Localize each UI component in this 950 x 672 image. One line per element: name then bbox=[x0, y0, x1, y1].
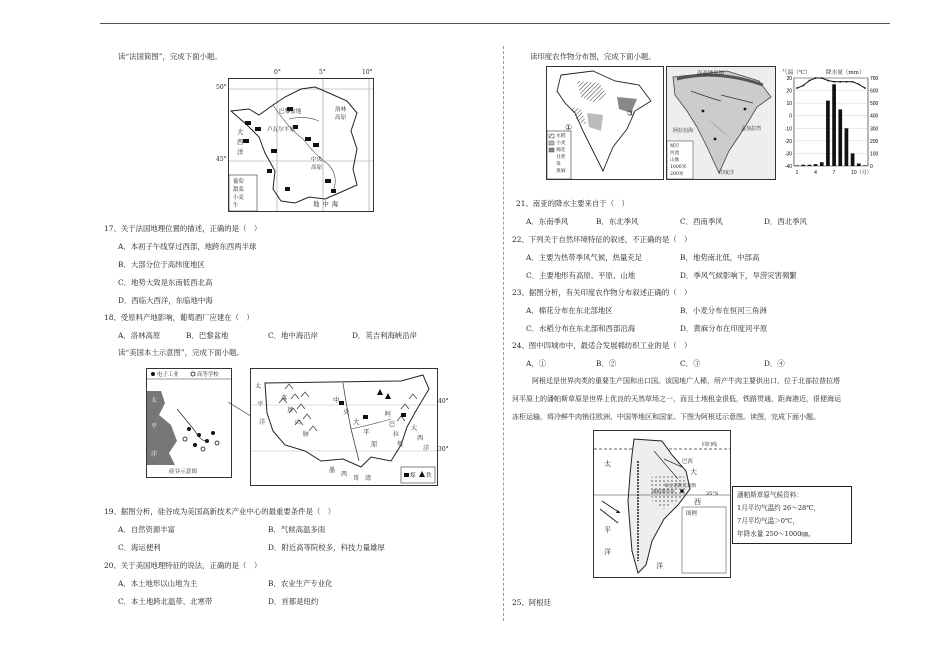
us-label-appalachian-2: 巴 bbox=[389, 421, 396, 428]
q21-option-a[interactable]: A．东南季风 bbox=[526, 217, 569, 226]
chart-temp-point bbox=[796, 87, 798, 89]
chart-temp-point bbox=[809, 80, 811, 82]
q21-stem: 21、南亚的降水主要来自于（ ） bbox=[516, 199, 629, 208]
q24-option-d[interactable]: D．④ bbox=[764, 359, 785, 368]
q20-stem: 20、关于美国地理特征的说法，正确的是（ ） bbox=[104, 561, 262, 570]
terrain-drawing bbox=[667, 67, 775, 179]
q20-option-d[interactable]: D．首都是纽约 bbox=[268, 597, 319, 606]
terrain-legend-1000m: 1000米 bbox=[670, 165, 687, 170]
arg-label-brazil: 巴西 bbox=[682, 459, 693, 465]
q24-option-b[interactable]: B．② bbox=[596, 359, 617, 368]
label-loire: 卢瓦尔平原 bbox=[267, 127, 295, 133]
header-rule bbox=[100, 23, 890, 24]
label-indian-ocean: 印度洋 bbox=[719, 170, 735, 176]
us-label-gulf-3: 哥 bbox=[353, 475, 360, 482]
q18-option-a[interactable]: A．洛林高原 bbox=[118, 331, 161, 340]
arg-label-atlantic-3: 洋 bbox=[656, 562, 663, 570]
arg-label-atlantic-1: 大 bbox=[690, 468, 697, 476]
inset-caption: 硅谷示意图 bbox=[169, 469, 197, 475]
chart-rain-bar bbox=[801, 165, 805, 166]
chart-ylabel-right: 降水量（mm） bbox=[826, 70, 865, 76]
inset-legend-electronics: 电子工业 bbox=[157, 372, 179, 378]
us-label-rocky-1: 落 bbox=[281, 395, 288, 402]
chart-temp-point bbox=[864, 87, 866, 89]
chart-rain-tick: 0 bbox=[870, 164, 873, 170]
q22-option-b[interactable]: B．地势南北低，中部高 bbox=[680, 253, 760, 262]
us-label-gulf-1: 墨 bbox=[329, 467, 336, 474]
arg-label-pacific-1: 太 bbox=[604, 460, 611, 468]
lon-0: 0° bbox=[274, 69, 281, 76]
passage-line-3: 冻柜运输，将冷鲜牛肉销往欧洲、中国等地区和国家。下图为阿根廷示意图。读图，完成下面小题。 bbox=[512, 413, 820, 421]
us-lat-40: 40° bbox=[438, 398, 449, 405]
q19-option-c[interactable]: C．海运便利 bbox=[118, 543, 161, 552]
chart-temp-tick: -20 bbox=[784, 138, 792, 145]
chart-rain-bar bbox=[795, 165, 799, 166]
chart-rain-bar bbox=[845, 128, 849, 166]
chart-temp-tick: -40 bbox=[784, 164, 792, 170]
terrain-title: 南亚地形图 bbox=[697, 71, 724, 77]
us-label-rocky-4: 脉 bbox=[303, 431, 310, 438]
silicon-valley-inset bbox=[146, 368, 232, 478]
column-divider bbox=[503, 46, 504, 621]
chart-rain-tick: 500 bbox=[870, 101, 879, 108]
us-label-plain-3: 大 bbox=[353, 418, 360, 426]
us-map bbox=[250, 368, 438, 486]
us-label-appalachian-3: 拉 bbox=[393, 431, 400, 438]
chart-rain-tick: 200 bbox=[870, 138, 879, 145]
inset-label-1: 太 bbox=[151, 397, 158, 404]
chart-x-tick: 4 bbox=[814, 170, 817, 176]
us-label-appalachian-1: 阿 bbox=[385, 411, 392, 418]
us-label-appalachian-4: 契 bbox=[397, 441, 404, 448]
q21-option-c[interactable]: C．西南季风 bbox=[680, 217, 723, 226]
chart-rain-bar bbox=[826, 101, 830, 166]
pampas-climate-box bbox=[732, 486, 852, 544]
q24-option-a[interactable]: A．① bbox=[526, 359, 547, 368]
q23-option-a[interactable]: A．棉花分布在东北部地区 bbox=[526, 306, 613, 315]
arg-label-35s: 35°S bbox=[706, 491, 719, 497]
pampas-climate-line-1: 1月平均气温约 26～28℃， bbox=[737, 504, 821, 512]
q24-stem: 24、图中四城市中，最适合发展棉纺织工业的是（ ） bbox=[512, 341, 692, 350]
legend-wheat: 小麦 bbox=[233, 195, 244, 201]
us-map-drawing bbox=[251, 369, 437, 485]
crop-legend-jute: 黄麻 bbox=[556, 169, 566, 174]
q22-stem: 22、下列关于自然环境特征的叙述，不正确的是（ ） bbox=[512, 235, 692, 244]
india-circle-3: ③ bbox=[627, 109, 635, 118]
arg-label-pacific-3: 洋 bbox=[604, 548, 611, 556]
crop-legend-tea: 茶 bbox=[556, 162, 561, 167]
south-asia-terrain-map bbox=[666, 66, 776, 180]
q22-option-a[interactable]: A．主要为热带季风气候，热量充足 bbox=[526, 253, 643, 262]
chart-temp-point bbox=[846, 81, 848, 83]
arg-label-tropic: 回归线 bbox=[702, 442, 718, 448]
chart-ylabel-left: 气温（℃） bbox=[782, 70, 811, 76]
q20-option-b[interactable]: B．农业生产专业化 bbox=[268, 579, 333, 588]
us-label-pacific-1: 太 bbox=[255, 383, 262, 390]
q18-option-c[interactable]: C．地中海沿岸 bbox=[268, 331, 318, 340]
arg-label-pampas: 潘帕斯草原 bbox=[652, 490, 675, 495]
legend-grape: 葡萄 bbox=[233, 179, 244, 185]
q17-option-d[interactable]: D．西临大西洋，东临地中海 bbox=[118, 296, 213, 305]
passage-line-2: 河平原上的潘帕斯草原是世界上优良的天然草场之一，而且土地租金很低，铁路贯通，距海港近，很便海运 bbox=[512, 395, 841, 403]
crop-legend-sugarcane: 甘蔗 bbox=[556, 155, 566, 160]
inset-legend-universities: 高等学校 bbox=[197, 372, 219, 378]
label-central-plateau: 中央高原 bbox=[311, 157, 323, 171]
chart-temp-tick: 30 bbox=[786, 76, 792, 82]
us-label-gulf-2: 西 bbox=[341, 471, 348, 478]
q23-option-d[interactable]: D．黄麻分布在印度河平原 bbox=[680, 324, 768, 333]
chart-temp-point bbox=[821, 77, 823, 79]
chart-temp-tick: 0 bbox=[789, 113, 792, 120]
chart-rain-bar bbox=[851, 153, 855, 166]
chart-rain-bar bbox=[857, 163, 861, 166]
passage-line-1: 阿根廷是世界肉类的重要生产国和出口国。该国地广人稀，所产牛肉主要供出口，位于北部拉普拉塔 bbox=[518, 377, 840, 385]
us-label-plain-4: 平 bbox=[363, 428, 370, 436]
chart-rain-tick: 700 bbox=[870, 76, 879, 82]
q21-option-d[interactable]: D．西北季风 bbox=[764, 217, 807, 226]
lon-5: 5° bbox=[319, 69, 326, 76]
climate-chart bbox=[778, 74, 888, 180]
q18-option-d[interactable]: D．英吉利海峡沿岸 bbox=[352, 331, 418, 340]
label-mediterranean: 地中海 bbox=[313, 200, 342, 208]
india-crop-map bbox=[546, 66, 664, 180]
chart-rain-tick: 100 bbox=[870, 151, 879, 158]
q23-option-c[interactable]: C．水稻分布在东北部和西部沿海 bbox=[526, 324, 636, 333]
q21-option-b[interactable]: B．东北季风 bbox=[596, 217, 639, 226]
us-label-plain-5: 原 bbox=[371, 440, 378, 448]
q17-option-b[interactable]: B．大部分位于高纬度地区 bbox=[118, 260, 205, 269]
chart-temp-line bbox=[797, 78, 865, 88]
q23-option-b[interactable]: B．小麦分布在恒河三角洲 bbox=[680, 306, 767, 315]
us-label-pacific-2: 平 bbox=[257, 401, 264, 408]
us-label-plain-2: 央 bbox=[343, 408, 350, 416]
legend-beet: 甜菜 bbox=[233, 187, 244, 193]
crop-legend-wheat: 小麦 bbox=[556, 141, 566, 146]
label-bay-of-bengal: 孟加拉湾 bbox=[741, 126, 762, 132]
chart-temp-point bbox=[815, 77, 817, 79]
q22-option-c[interactable]: C．主要地形有高原、平原、山地 bbox=[526, 271, 636, 280]
arg-legend-title: 图例 bbox=[686, 511, 697, 517]
arg-label-pacific-2: 平 bbox=[604, 526, 611, 534]
us-label-plain-1: 中 bbox=[333, 396, 340, 404]
intro-india: 读印度农作物分布图，完成下面小题。 bbox=[530, 52, 656, 61]
chart-rain-bar bbox=[838, 109, 842, 166]
lat-45: 45° bbox=[216, 156, 227, 163]
chart-temp-point bbox=[839, 81, 841, 83]
chart-temp-point bbox=[858, 83, 860, 85]
lon-10: 10° bbox=[362, 69, 373, 76]
chart-temp-point bbox=[802, 85, 804, 87]
terrain-legend-mountain: 山脉 bbox=[670, 158, 680, 163]
inset-label-2: 平 bbox=[151, 423, 158, 430]
label-arabian-sea: 阿拉伯海 bbox=[673, 128, 694, 134]
arg-label-buenos-aires: 布宜诺斯艾利斯 bbox=[664, 484, 697, 489]
q19-option-a[interactable]: A．自然资源丰富 bbox=[118, 525, 176, 534]
france-map bbox=[228, 78, 374, 212]
q17-stem: 17、关于法国地理位置的描述，正确的是（ ） bbox=[104, 224, 262, 233]
arg-label-atlantic-2: 西 bbox=[694, 498, 701, 506]
chart-rain-bar bbox=[814, 164, 818, 166]
q17-option-c[interactable]: C．地势大致是东南低西北高 bbox=[118, 278, 213, 287]
argentina-map bbox=[593, 430, 731, 578]
us-label-gulf-4: 湾 bbox=[365, 475, 372, 482]
france-map-drawing bbox=[229, 79, 373, 211]
chart-temp-tick: -30 bbox=[784, 151, 792, 158]
pampas-climate-line-3: 年降水量 250～1000㎜。 bbox=[737, 530, 815, 538]
us-label-pacific-3: 洋 bbox=[259, 419, 266, 426]
us-label-atlantic-1: 大 bbox=[411, 425, 418, 432]
us-lat-30: 30° bbox=[438, 446, 449, 453]
q18-stem: 18、受原料产地影响，葡萄酒厂应建在（ ） bbox=[104, 313, 254, 322]
india-circle-1: ① bbox=[565, 123, 573, 132]
q18-option-b[interactable]: B．巴黎盆地 bbox=[186, 331, 229, 340]
us-label-rocky-3: 山 bbox=[295, 419, 302, 426]
q22-option-d[interactable]: D．季风气候影响下，旱涝灾害频繁 bbox=[680, 271, 797, 280]
q23-stem: 23、据图分析，有关印度农作物分布叙述正确的（ ） bbox=[512, 288, 692, 297]
q24-option-c[interactable]: C．③ bbox=[680, 359, 701, 368]
chart-temp-point bbox=[852, 81, 854, 83]
chart-rain-tick: 400 bbox=[870, 113, 879, 120]
q20-option-a[interactable]: A．本土地形以山地为主 bbox=[118, 579, 198, 588]
inset-label-3: 洋 bbox=[151, 451, 158, 458]
q17-option-a[interactable]: A．本初子午线穿过西部，地跨东西两半球 bbox=[118, 242, 257, 251]
chart-rain-bar bbox=[863, 165, 867, 166]
chart-rain-bar bbox=[832, 84, 836, 166]
us-legend-coal: 煤 bbox=[410, 473, 416, 479]
chart-rain-tick: 600 bbox=[870, 88, 879, 95]
label-lorraine: 洛林高原 bbox=[335, 107, 347, 121]
silicon-valley-drawing bbox=[147, 369, 231, 477]
chart-temp-tick: -10 bbox=[784, 126, 792, 133]
chart-x-tick: 10（月） bbox=[851, 170, 872, 176]
q19-option-d[interactable]: D．附近高等院校多，科技力量雄厚 bbox=[268, 543, 385, 552]
chart-temp-tick: 20 bbox=[786, 88, 792, 95]
chart-rain-bar bbox=[820, 162, 824, 166]
us-legend-iron: 铁 bbox=[426, 473, 432, 479]
pampas-climate-title: 潘帕斯草原气候资料： bbox=[737, 491, 803, 499]
terrain-legend-200m: 200米 bbox=[670, 172, 684, 177]
terrain-legend-river: 河流 bbox=[670, 151, 680, 156]
us-label-atlantic-3: 洋 bbox=[423, 445, 430, 452]
chart-rain-tick: 300 bbox=[870, 126, 879, 133]
terrain-legend-city: 城市 bbox=[670, 144, 680, 149]
argentina-drawing bbox=[594, 431, 730, 577]
label-atlantic: 大西洋 bbox=[237, 128, 244, 156]
crop-legend-rice: 水稻 bbox=[556, 134, 566, 139]
intro-usa: 读“美国本土示意图”，完成下面小题。 bbox=[118, 348, 244, 357]
chart-temp-point bbox=[827, 80, 829, 82]
legend-cattle: 牛 bbox=[233, 203, 239, 209]
lat-50: 50° bbox=[216, 84, 227, 91]
us-label-atlantic-2: 西 bbox=[417, 435, 424, 442]
q20-option-c[interactable]: C．本土地跨北温带、北寒带 bbox=[118, 597, 213, 606]
intro-france: 读“法国简图”，完成下面小题。 bbox=[118, 52, 222, 61]
q25-stem: 25、阿根廷 bbox=[512, 598, 551, 607]
chart-temp-point bbox=[833, 81, 835, 83]
chart-x-tick: 7 bbox=[832, 170, 836, 176]
chart-temp-tick: 10 bbox=[786, 101, 792, 108]
us-label-rocky-2: 基 bbox=[287, 407, 294, 414]
q19-stem: 19、据图分析，硅谷成为美国高新技术产业中心的最重要条件是（ ） bbox=[104, 507, 336, 516]
chart-plot-area bbox=[794, 78, 868, 166]
pampas-climate-line-2: 7月平均气温＞0℃， bbox=[737, 517, 799, 525]
q19-option-b[interactable]: B．气候高温多雨 bbox=[268, 525, 326, 534]
chart-rain-bar bbox=[808, 165, 812, 166]
crop-legend-cotton: 棉花 bbox=[556, 148, 566, 153]
chart-x-tick: 1 bbox=[795, 170, 799, 176]
label-paris-basin: 巴黎盆地 bbox=[279, 109, 302, 115]
